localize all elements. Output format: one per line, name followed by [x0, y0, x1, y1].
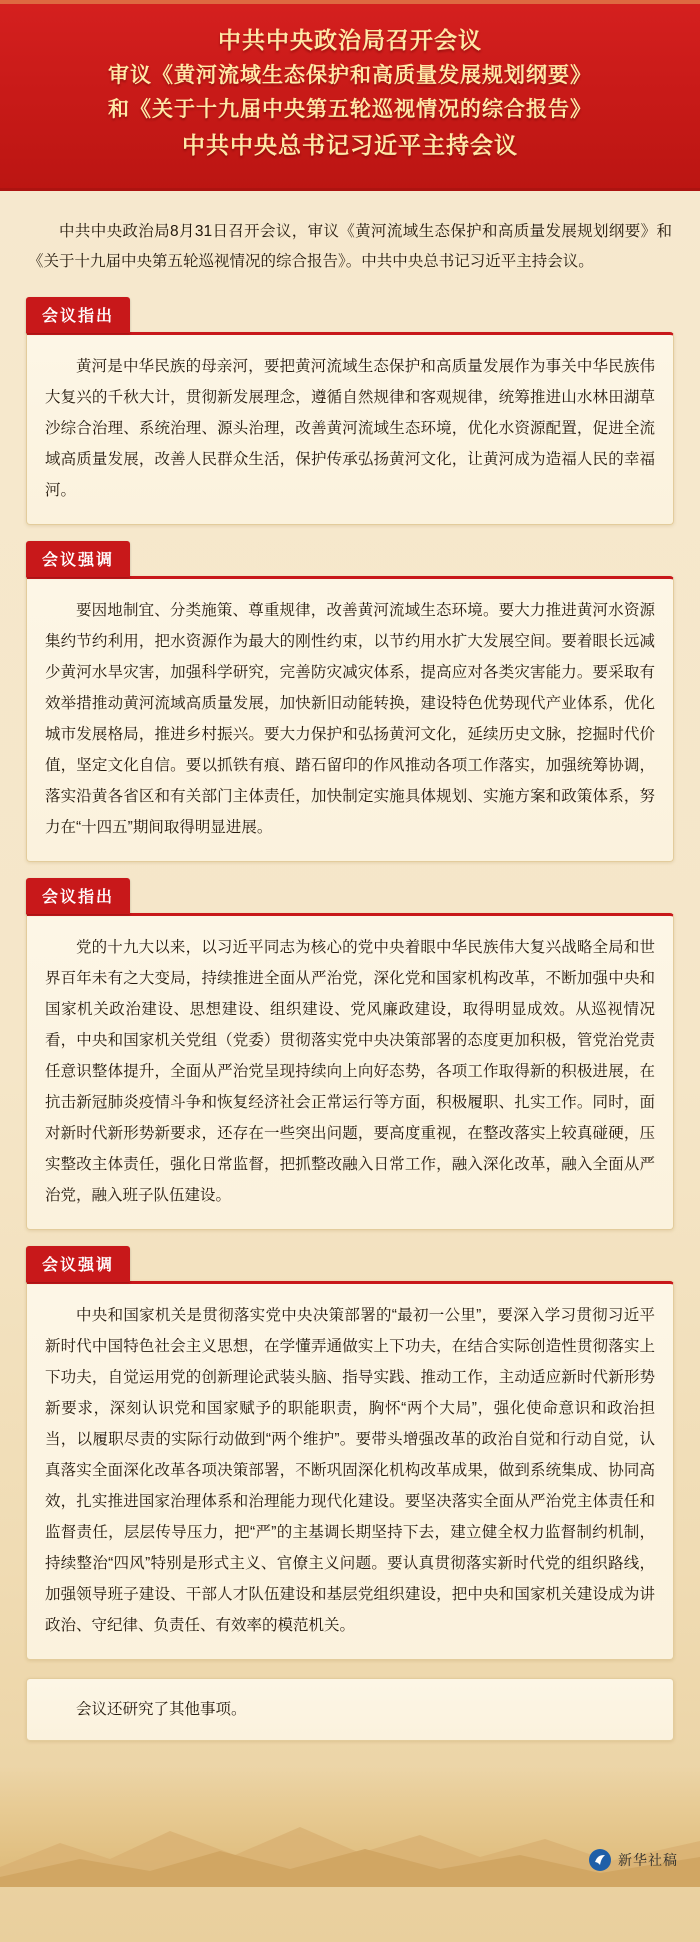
footer: [0, 1767, 700, 1887]
banner-title-line-3: 和《关于十九届中央第五轮巡视情况的综合报告》: [108, 98, 592, 122]
section-tag-3: 会议指出: [26, 878, 130, 914]
section-tag-4: 会议强调: [26, 1246, 130, 1282]
banner-title-line-1: 中共中央政治局召开会议: [218, 27, 482, 53]
xinhua-logo-icon: [589, 1849, 611, 1871]
section-4: [26, 1246, 674, 1660]
section-tag-2: 会议强调: [26, 541, 130, 577]
section-1: [26, 297, 674, 525]
banner-title-line-4: 中共中央总书记习近平主持会议: [182, 132, 518, 159]
mountain-silhouette-icon: [0, 1797, 700, 1887]
section-2: [26, 541, 674, 862]
article-content: [0, 191, 700, 1742]
xinhua-logo-text: 新华社稿: [618, 1852, 678, 1869]
section-panel-2: [26, 576, 674, 862]
closing-text: 会议还研究了其他事项。: [76, 1700, 247, 1718]
section-tag-1: 会议指出: [26, 297, 130, 333]
section-body-2: 要因地制宜、分类施策、尊重规律，改善黄河流域生态环境。要大力推进黄河水资源集约节约利用，把水资源作为最大的刚性约束，以节约用水扩大发展空间。要着眼长远减少黄河水旱灾害，加强科学研究，完善防灾减灾体系，提高应对各类灾害能力。要采取有效举措推动黄河流域高质量发展，加快新旧动能转换，建设特色优势现代产业体系，优化城市发展格局，推进乡村振兴。要大力保护和弘扬黄河文化，延续历史文脉，挖掘时代价值，坚定文化自信。要以抓铁有痕、踏石留印的作风推动各项工作落实，加强统筹协调，落实沿黄各省区和有关部门主体责任，加快制定实施具体规划、实施方案和政策体系，努力在“十四五”期间取得明显进展。: [45, 601, 655, 836]
lead-paragraph: 中共中央政治局8月31日召开会议，审议《黄河流域生态保护和高质量发展规划纲要》和《关于十九届中央第五轮巡视情况的综合报告》。中共中央总书记习近平主持会议。: [28, 222, 672, 270]
banner-title-line-2: 审议《黄河流域生态保护和高质量发展规划纲要》: [108, 64, 592, 88]
section-body-1: 黄河是中华民族的母亲河，要把黄河流域生态保护和高质量发展作为事关中华民族伟大复兴的千秋大计，贯彻新发展理念，遵循自然规律和客观规律，统筹推进山水林田湖草沙综合治理、系统治理、源头治理，改善黄河流域生态环境，优化水资源配置，促进全流域高质量发展，改善人民群众生活，保护传承弘扬黄河文化，让黄河成为造福人民的幸福河。: [45, 357, 655, 499]
closing-note: [26, 1678, 674, 1741]
section-panel-3: [26, 913, 674, 1230]
section-body-3: 党的十九大以来，以习近平同志为核心的党中央着眼中华民族伟大复兴战略全局和世界百年未有之大变局，持续推进全面从严治党，深化党和国家机构改革，不断加强中央和国家机关政治建设、思想建设、组织建设、党风廉政建设，取得明显成效。从巡视情况看，中央和国家机关党组（党委）贯彻落实党中央决策部署的态度更加积极，管党治党责任意识整体提升，全面从严治党呈现持续向上向好态势，各项工作取得新的积极进展，在抗击新冠肺炎疫情斗争和恢复经济社会正常运行等方面，积极履职、扎实工作。同时，面对新时代新形势新要求，还存在一些突出问题，要高度重视，在整改落实上较真碰硬，压实整改主体责任，强化日常监督，把抓整改融入日常工作，融入深化改革，融入全面从严治党，融入班子队伍建设。: [45, 938, 655, 1204]
section-panel-1: [26, 332, 674, 525]
section-panel-4: [26, 1281, 674, 1660]
section-body-4: 中央和国家机关是贯彻落实党中央决策部署的“最初一公里”，要深入学习贯彻习近平新时代中国特色社会主义思想，在学懂弄通做实上下功夫，在结合实际创造性贯彻落实上下功夫，自觉运用党的创新理论武装头脑、指导实践、推动工作，主动适应新时代新形势新要求，深刻认识党和国家赋予的职能职责，胸怀“两个大局”，强化使命意识和政治担当，以履职尽责的实际行动做到“两个维护”。要带头增强改革的政治自觉和行动自觉，认真落实全面深化改革各项决策部署，不断巩固深化机构改革成果，做到系统集成、协同高效，扎实推进国家治理体系和治理能力现代化建设。要坚决落实全面从严治党主体责任和监督责任，层层传导压力，把“严”的主基调长期坚持下去，建立健全权力监督制约机制，持续整治“四风”特别是形式主义、官僚主义问题。要认真贯彻落实新时代党的组织路线，加强领导班子建设、干部人才队伍建设和基层党组织建设，把中央和国家机关建设成为讲政治、守纪律、负责任、有效率的模范机关。: [45, 1306, 655, 1634]
header-banner: [0, 0, 700, 191]
xinhua-logo: [589, 1849, 678, 1871]
section-3: [26, 878, 674, 1230]
